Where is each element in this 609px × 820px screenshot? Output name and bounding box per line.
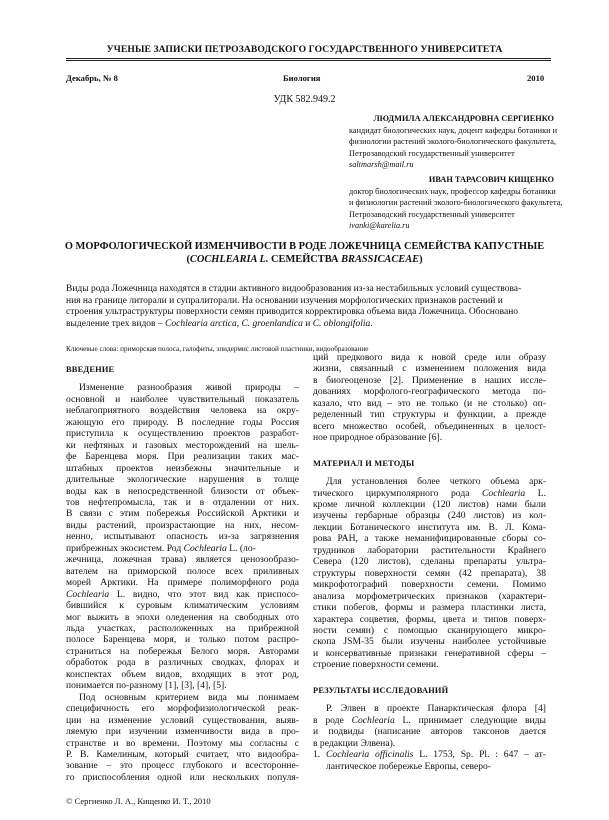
copyright-footer: © Сергиенко Л. А., Кищенко И. Т., 2010 [66, 796, 211, 806]
abstract-line: ния на границе литорали и супралиторали. На основании изучения морфологических признаков растений и [66, 295, 503, 306]
author-name: ЛЮДМИЛА АЛЕКСАНДРОВНА СЕРГИЕНКО [373, 114, 554, 123]
udc-code: УДК 582.949.2 [273, 94, 336, 105]
author-affiliation: Петрозаводский государственный университет [349, 148, 515, 158]
paragraph-intro-1: Изменение разнообразия живой природы – основной и наиболее чувствительный показатель неблагоприятного воздействия человека на окру- жающую его природу. В последние годы Россия приступила к осуществлению проектов разработ- ки нефтяных и газовых месторождений на шель- фе Баренцева моря. При реализации таких мас- штабных проектов неизбежны значительные и длительные экологические нарушения в толще воды как в непосредственной близости от объек- тов нефтепромысла, так и в отдалении от них. В связи с этим побережья Российской Арктики и виды растений, произрастающие на них, несом- ненно, испытывают опасность из-за загрязнения прибрежных экосистем. Род Cochlearia L. (ло- жечница, ложечная трава) является ценозообразо- вателем на приморской полосе всех приливных морей Арктики. На примере полиморфного рода Cochlearia L. видно, что этот вид как приспосо- бившийся к суровым климатическим условиям мог выжить в эпохи оледенения на свободных ото льда участках, расположенных на прибрежной полосе Баренцева моря, и только потом распро- страниться на побережья Белого моря. Авторами обработок рода в различных сводках, флорах и конспектах объем видов, входящих в этот род, понимается по-разному [1], [3], [4], [5]. [66, 382, 299, 692]
paragraph-intro-2: Под основным критерием вида мы понимаем специфичность его морфофизиологической реак- ции на изменение условий существования, выяв- ляемую при изучении изменчивости вида в про- странстве и во времени. Поэтому мы согласны с Р. В. Камелиным, который считает, что видообра- зование – это процесс глубокого и всесторонне- го приспособления одной или нескольких популя- [66, 691, 299, 783]
section-heading-results: РЕЗУЛЬТАТЫ ИССЛЕДОВАНИЙ [313, 685, 449, 695]
author-block-2 [349, 174, 563, 232]
issue-label: Декабрь, № 8 [66, 73, 118, 83]
header-rule-top [66, 58, 551, 59]
abstract-line: Виды рода Ложечница находятся в стадии активного видообразования из-за нестабильных условий существова- [66, 284, 522, 294]
author-affiliation: Петрозаводский государственный университет [349, 209, 515, 219]
year-label: 2010 [527, 73, 545, 83]
section-heading-methods: МАТЕРИАЛ И МЕТОДЫ [313, 458, 415, 468]
abstract-line: строения ультраструктуры поверхности семян приводится корректировка объема вида Ложечница. Обосновано [66, 307, 519, 318]
title-line-1: О МОРФОЛОГИЧЕСКОЙ ИЗМЕНЧИВОСТИ В РОДЕ ЛОЖЕЧНИЦА СЕМЕЙСТВА КАПУСТНЫЕ [64, 241, 545, 252]
title-line-2: (COCHLEARIA L. СЕМЕЙСТВА BRASSICACEAE) [186, 253, 423, 265]
paragraph-continued: ций предкового вида к новой среде или образу жизни, связанный с изменением положения вида в биогеоценозе [2]. Применение в наших иссле- дованиях морфолого-географического метода по- казало, что вид – это не только (и не столько) оп- ределенный тип структуры и функции, а прежде всего множество особей, объединенных в целост- ное природное образование [6]. [313, 352, 546, 444]
article-title [40, 241, 569, 266]
paragraph-methods: Для установления более четкого объема арк- тического циркумполярного рода Cochlearia L. кроме личной коллекции (120 листов) нами были изучены гербарные образцы (240 листов) из кол- лекции Ботанического института им. В. Л. Кома- рова РАН, а также неманифицированные сборы со- трудников лаборатории растительности Крайнего Севера (120 листов), сделаны препараты ультра- структуры поверхности семян (42 препарата), 38 микрофотографий поверхности семени. Помимо анализа морфометрических признаков (характери- стики побегов, формы и размера пластинки листа, характера соцветия, формы, цвета и типов поверх- ности семян) с помощью сканирующего микро- скопа JSM-35 были изучены наиболее устойчивые и консервативные признаки генеративной сферы – строение поверхности семени. [313, 476, 546, 671]
paragraph-results: Р. Элвен в проекте Панарктическая флора [4] в роде Cochlearia L. принимает следующие виды и подвиды (написание авторов таксонов дается в редакции Элвена). 1. Cochlearia officinalis L. 1753, Sp. Pl. : 647 – ат- лантическое побережье Европы, северо- [313, 703, 547, 772]
section-label: Биология [283, 73, 321, 83]
left-column [66, 364, 299, 783]
author-name: ИВАН ТАРАСОВИЧ КИЩЕНКО [428, 175, 554, 184]
author-affiliation: кандидат биологических наук, доцент кафедры ботаники и [349, 125, 558, 135]
abstract-line: выделение трех видов – Cochlearia arctica, C. groenlandica и C. oblongifolia. [66, 319, 373, 330]
author-affiliation: доктор биологических наук, профессор кафедры ботаники [349, 186, 556, 196]
author-affiliation: и физиологии растений эколого-биологического факультета, [349, 198, 563, 207]
right-column [313, 352, 546, 772]
abstract [66, 284, 554, 331]
author-email: ivanki@karelia.ru [349, 221, 410, 230]
header-rule-bottom [66, 60, 551, 61]
section-heading-intro: ВВЕДЕНИЕ [66, 365, 115, 374]
journal-title: УЧЕНЫЕ ЗАПИСКИ ПЕТРОЗАВОДСКОГО ГОСУДАРСТВЕННОГО УНИВЕРСИТЕТА [106, 44, 503, 55]
author-affiliation: физиологии растений эколого-биологического факультета, [349, 137, 556, 146]
author-email: saltmarsh@mail.ru [349, 160, 414, 169]
keywords: Ключевые слова: приморская полоса, галофиты, эпидермис листовой пластинки, видообразование [66, 345, 369, 353]
author-block-1 [349, 113, 558, 171]
